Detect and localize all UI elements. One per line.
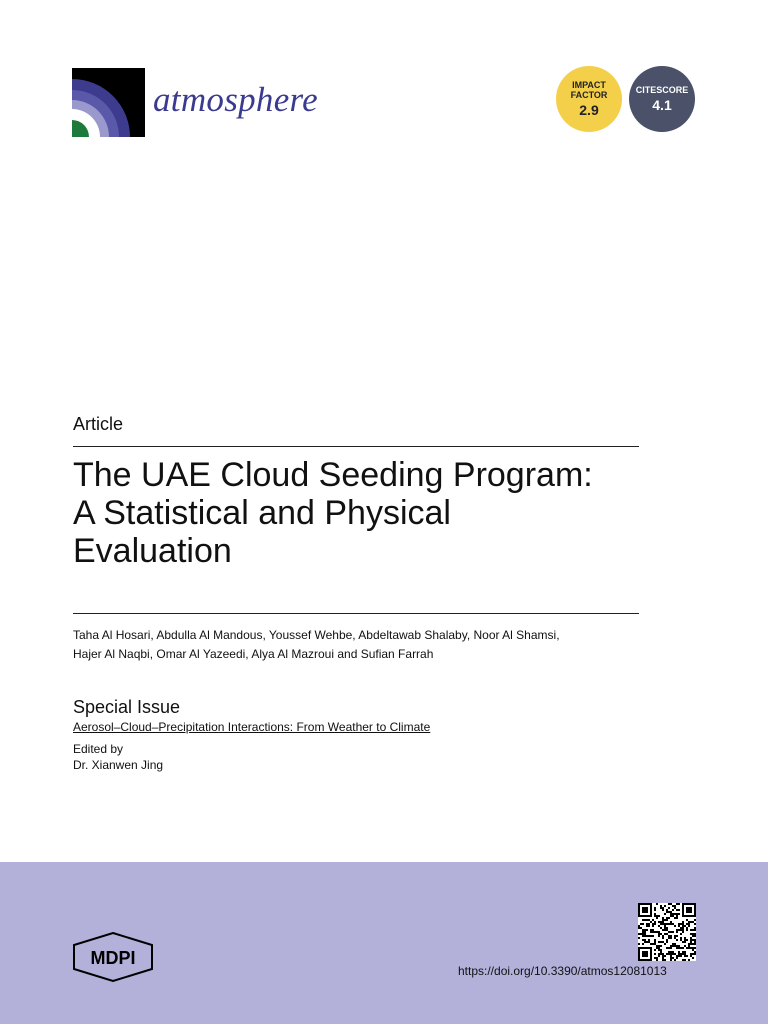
special-issue-label: Special Issue	[73, 697, 181, 717]
author-list	[73, 626, 673, 664]
title-line: The UAE Cloud Seeding Program:	[73, 456, 593, 494]
article-title	[73, 456, 673, 570]
citescore-badge	[629, 66, 695, 132]
article-type: Article	[73, 414, 124, 434]
special-issue-link[interactable]: Aerosol–Cloud–Precipitation Interactions: From Weather to Climate	[73, 720, 431, 734]
mdpi-logo-icon	[72, 932, 154, 982]
impact-factor-label-1: IMPACT	[572, 80, 606, 90]
title-line: A Statistical and Physical	[73, 494, 451, 532]
doi-link[interactable]: https://doi.org/10.3390/atmos12081013	[458, 964, 667, 978]
divider-bottom	[73, 613, 639, 614]
impact-factor-badge	[556, 66, 622, 132]
title-line: Evaluation	[73, 532, 232, 570]
qr-code-icon[interactable]	[638, 903, 696, 961]
journal-logo-icon	[72, 68, 145, 137]
authors-line: Taha Al Hosari, Abdulla Al Mandous, Youssef Wehbe, Abdeltawab Shalaby, Noor Al Shamsi,	[73, 628, 560, 642]
impact-factor-label-2: FACTOR	[570, 90, 608, 100]
citescore-label: CITESCORE	[635, 85, 689, 95]
citescore-value: 4.1	[652, 97, 672, 113]
authors-line: Hajer Al Naqbi, Omar Al Yazeedi, Alya Al Mazroui and Sufian Farrah	[73, 647, 434, 661]
impact-factor-value: 2.9	[579, 102, 599, 118]
editor-name: Dr. Xianwen Jing	[73, 758, 164, 772]
edited-by-label: Edited by	[73, 742, 124, 756]
journal-name: atmosphere	[153, 80, 319, 119]
svg-text:MDPI: MDPI	[90, 948, 136, 968]
divider-top	[73, 446, 639, 447]
